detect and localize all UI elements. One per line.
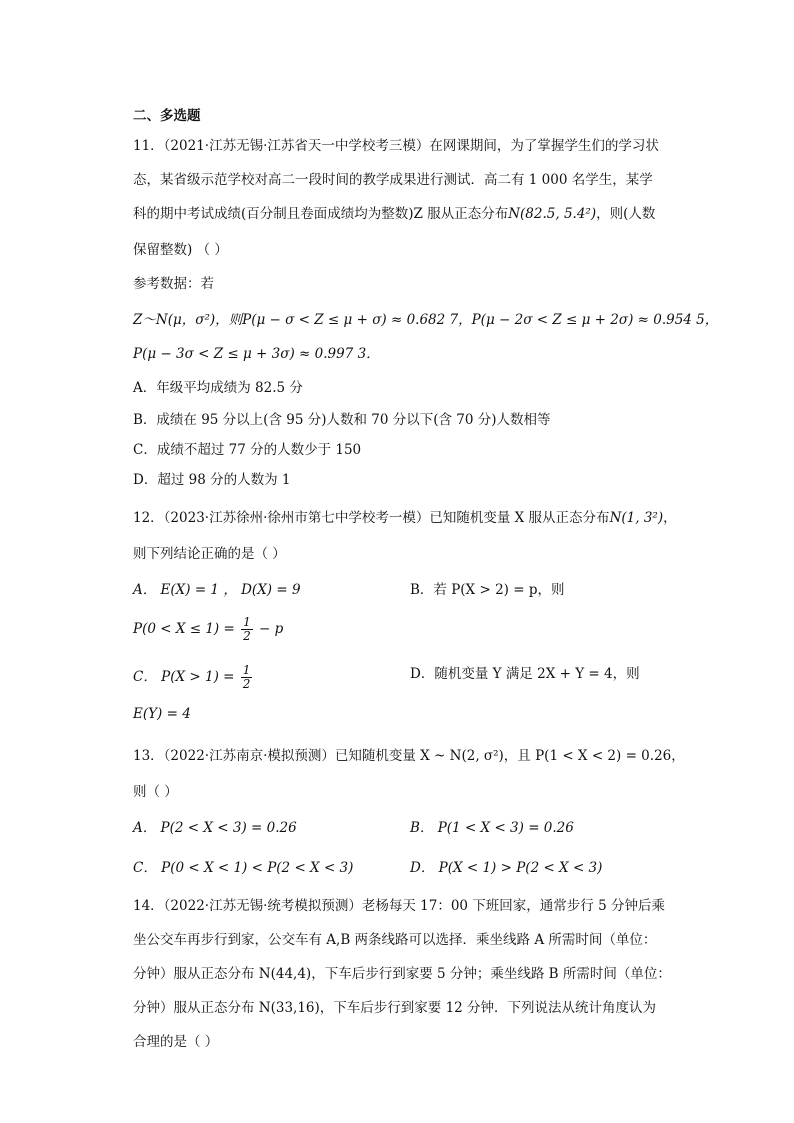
q11-ref-2: P(μ − 3σ < Z ≤ μ + 3σ) ≈ 0.997 3． <box>133 346 380 362</box>
q11-option-c: C．成绩不超过 77 分的人数少于 150 <box>133 442 362 458</box>
q11-option-d: D．超过 98 分的人数为 1 <box>133 472 291 488</box>
q12-option-b-cont <box>133 616 283 643</box>
q11-line-3-text: 科的期中考试成绩(百分制且卷面成绩均为整数)Z 服从正态分布 <box>133 206 509 222</box>
q12-line-2: 则下列结论正确的是（ ） <box>133 546 286 562</box>
section-title: 二、多选题 <box>133 108 201 124</box>
q14-line-2: 坐公交车再步行到家，公交车有 A,B 两条线路可以选择．乘坐线路 A 所需时间（单位： <box>133 932 657 948</box>
fraction-denominator: 2 <box>243 629 251 643</box>
q14-line-4: 分钟）服从正态分布 N(33,16)，下车后步行到家要 12 分钟．下列说法从统计角度认为 <box>133 1000 657 1016</box>
fraction-numerator: 1 <box>242 663 251 677</box>
q13-option-c: C． P(0 < X < 1) < P(2 < X < 3) <box>133 860 354 876</box>
q14-line-5: 合理的是（ ） <box>133 1034 219 1050</box>
q12-option-d-cont: E(Y) = 4 <box>133 706 191 722</box>
q11-option-a: A．年级平均成绩为 82.5 分 <box>133 380 303 396</box>
q12-line-1-text: 12．（2023·江苏徐州·徐州市第七中学校考一模）已知随机变量 X 服从正态分布 <box>133 510 610 526</box>
q12-option-b-rhs: − p <box>259 621 284 637</box>
q12-option-b-fraction <box>241 616 253 643</box>
q11-ref-1: Z～N(μ，σ²)，则P(μ − σ < Z ≤ μ + σ) ≈ 0.682 7，P(μ − 2σ < Z ≤ μ + 2σ) ≈ 0.954 5， <box>133 312 719 328</box>
q11-ref-label: 参考数据：若 <box>133 276 214 292</box>
q12-option-c <box>133 664 254 691</box>
q12-option-b-lhs: P(0 < X ≤ 1) = <box>133 621 235 637</box>
q13-line-2: 则（ ） <box>133 784 178 800</box>
q12-option-a: A． E(X) = 1 ， D(X) = 9 <box>133 582 301 598</box>
q12-option-c-lhs: C． P(X > 1) = <box>133 669 235 685</box>
q11-line-3-tail: ，则(人数 <box>596 206 656 222</box>
fraction-denominator: 2 <box>242 677 251 691</box>
q12-option-c-fraction <box>241 664 253 691</box>
q11-line-3 <box>133 204 655 224</box>
q12-line-1-tail: ， <box>663 510 677 526</box>
q14-line-1: 14．（2022·江苏无锡·统考模拟预测）老杨每天 17：00 下班回家，通常步行 5 分钟后乘 <box>133 898 665 914</box>
q11-line-2: 态，某省级示范学校对高二一段时间的教学成果进行测试．高二有 1 000 名学生，某学 <box>133 172 653 188</box>
q13-option-d: D． P(X < 1) > P(2 < X < 3) <box>410 860 603 876</box>
q11-option-b: B．成绩在 95 分以上(含 95 分)人数和 70 分以下(含 70 分)人数相等 <box>133 412 551 428</box>
q12-distribution: N(1, 3²) <box>609 510 664 526</box>
q12-line-1 <box>133 508 677 528</box>
q13-line-1: 13．（2022·江苏南京·模拟预测）已知随机变量 X ~ N(2, σ²)，且 P(1 < X < 2) = 0.26， <box>133 748 685 764</box>
q13-option-b: B． P(1 < X < 3) = 0.26 <box>410 820 574 836</box>
q11-line-4: 保留整数) （ ） <box>133 242 228 258</box>
q12-option-d: D．随机变量 Y 满足 2X + Y = 4，则 <box>410 666 640 682</box>
q11-distribution: N(82.5, 5.4²) <box>508 206 597 222</box>
q13-option-a: A． P(2 < X < 3) = 0.26 <box>133 820 297 836</box>
q14-line-3: 分钟）服从正态分布 N(44,4)，下车后步行到家要 5 分钟；乘坐线路 B 所需时间（单位： <box>133 966 671 982</box>
fraction-numerator: 1 <box>243 615 251 629</box>
q12-option-b: B．若 P(X > 2) = p，则 <box>410 582 565 598</box>
q11-line-1: 11．（2021·江苏无锡·江苏省天一中学校考三模）在网课期间，为了掌握学生们的学习状 <box>133 138 659 154</box>
